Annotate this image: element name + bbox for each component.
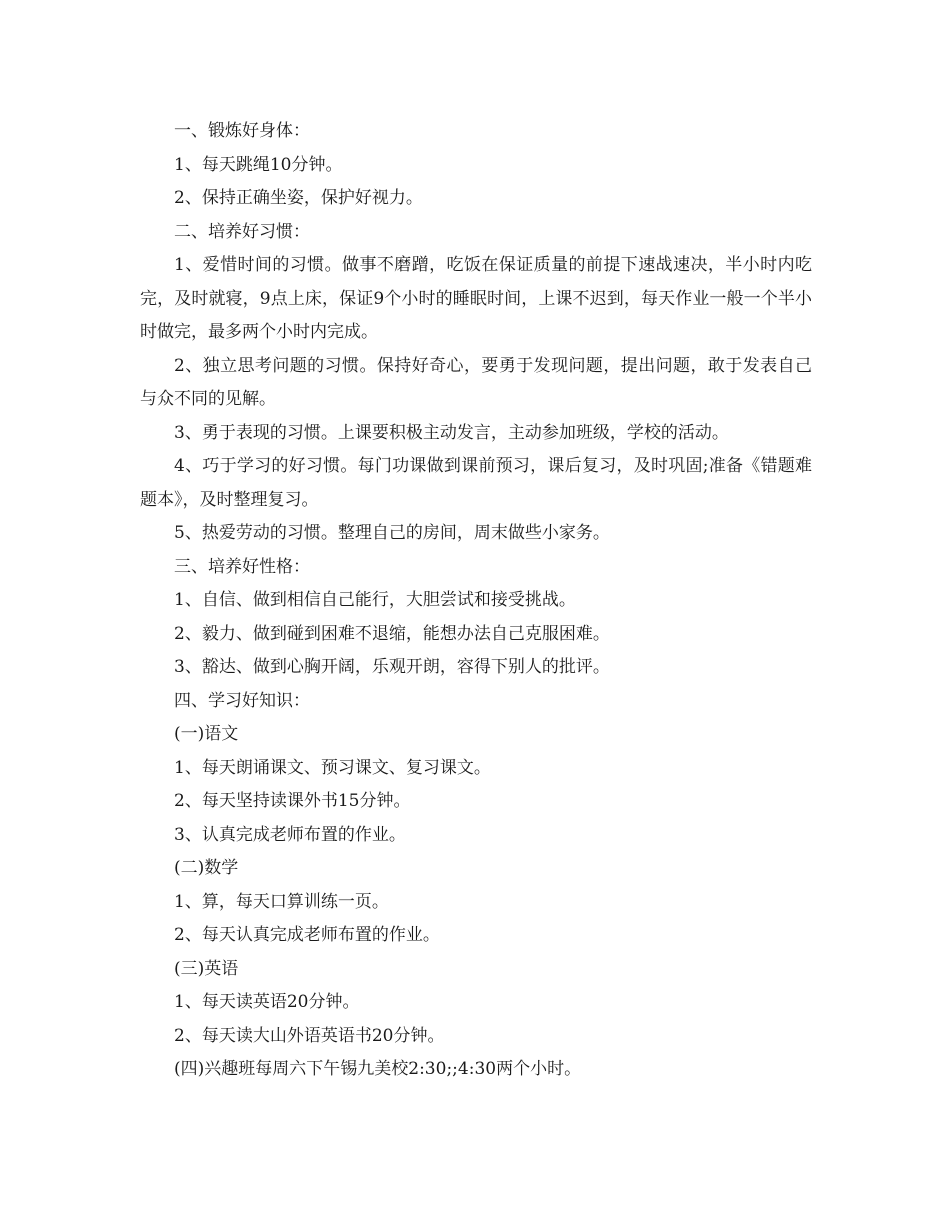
subsection-heading-interest-class: (四)兴趣班每周六下午锡九美校2:30;;4:30两个小时。	[174, 1059, 582, 1079]
paragraph: 1、算，每天口算训练一页。	[174, 891, 389, 912]
paragraph: 2、每天坚持读课外书15分钟。	[174, 791, 411, 811]
section-heading-knowledge: 四、学习好知识：	[174, 690, 310, 711]
paragraph: 2、毅力、做到碰到困难不退缩，能想办法自己克服困难。	[174, 623, 610, 644]
paragraph: 5、热爱劳动的习惯。整理自己的房间，周末做些小家务。	[174, 523, 610, 543]
document-body	[140, 115, 812, 1087]
paragraph: 1、每天跳绳10分钟。	[174, 154, 343, 175]
paragraph: 3、勇于表现的习惯。上课要积极主动发言，主动参加班级，学校的活动。	[174, 422, 729, 443]
paragraph: 2、每天读大山外语英语书20分钟。	[174, 1025, 445, 1046]
paragraph: 3、豁达、做到心胸开阔，乐观开朗，容得下别人的批评。	[174, 657, 610, 677]
paragraph: 2、保持正确坐姿，保护好视力。	[174, 188, 423, 208]
paragraph: 2、独立思考问题的习惯。保持好奇心，要勇于发现问题，提出问题，敢于发表自己与众不同的见解。	[140, 355, 812, 409]
paragraph: 1、每天读英语20分钟。	[174, 992, 360, 1012]
section-heading-exercise: 一、锻炼好身体：	[174, 121, 310, 141]
section-heading-character: 三、培养好性格：	[174, 556, 310, 577]
paragraph: 4、巧于学习的好习惯。每门功课做到课前预习，课后复习，及时巩固;准备《错题难题本》，及时整理复习。	[140, 456, 812, 510]
paragraph: 3、认真完成老师布置的作业。	[174, 824, 406, 845]
paragraph: 2、每天认真完成老师布置的作业。	[174, 925, 440, 945]
subsection-heading-chinese: (一)语文	[174, 724, 239, 744]
paragraph: 1、每天朗诵课文、预习课文、复习课文。	[174, 757, 491, 778]
paragraph: 1、自信、做到相信自己能行，大胆尝试和接受挑战。	[174, 590, 576, 610]
subsection-heading-english: (三)英语	[174, 958, 239, 979]
section-heading-habits: 二、培养好习惯：	[174, 221, 310, 242]
subsection-heading-math: (二)数学	[174, 858, 239, 878]
paragraph: 1、爱惜时间的习惯。做事不磨蹭，吃饭在保证质量的前提下速战速决，半小时内吃完，及时就寝，9点上床，保证9个小时的睡眠时间，上课不迟到，每天作业一般一个半小时做完，最多两个小时内完成。	[140, 255, 812, 342]
